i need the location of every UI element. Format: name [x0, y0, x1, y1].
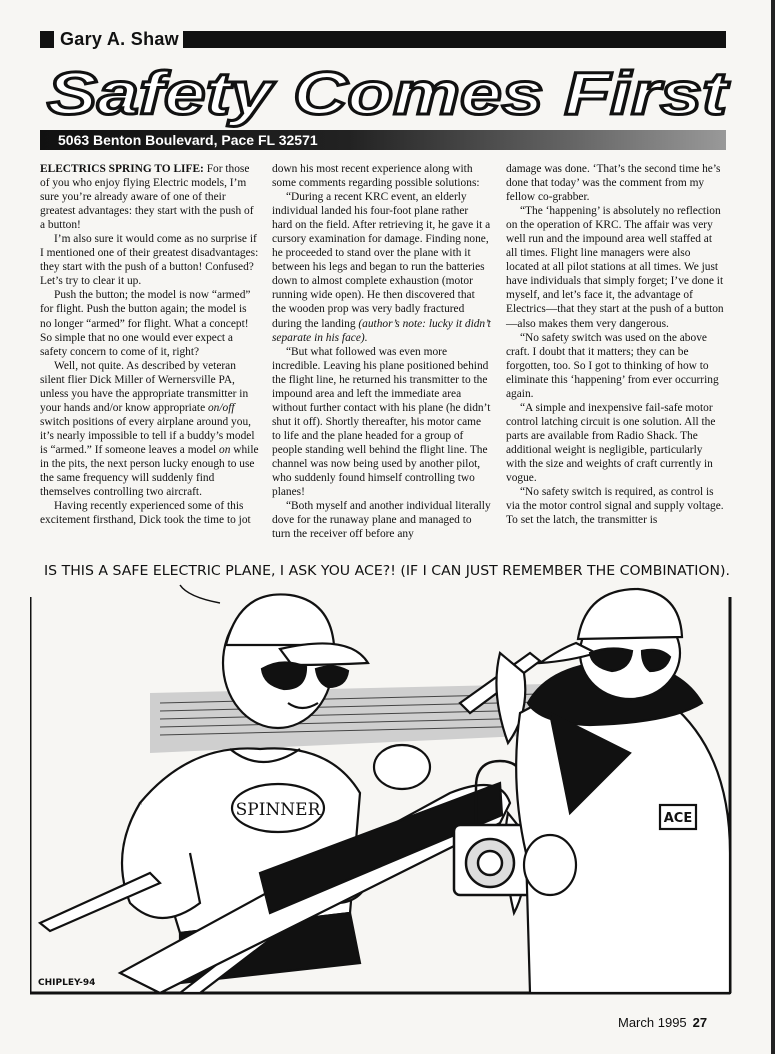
paragraph-text: while in the pits, the next person lucky enough to use the same frequency will suddenly find themselves controlling two aircraft. — [40, 443, 259, 499]
italic-text: (author’s note: lucky it didn’t separate in his face). — [272, 317, 491, 344]
byline-square — [40, 31, 54, 48]
lead-in: ELECTRICS SPRING TO LIFE: — [40, 163, 204, 175]
paragraph — [40, 359, 259, 499]
italic-text: on/off — [207, 401, 235, 414]
paragraph: Having recently experienced some of this excitement firsthand, Dick took the time to jot — [40, 500, 251, 527]
paragraph: “Both myself and another individual literally dove for the runaway plane and managed to turn the receiver off before any — [272, 500, 491, 541]
paragraph-text: For those of you who enjoy flying Electric models, I’m sure you’re already aware of one of their greatest advantages: they start with the push of a button! — [40, 163, 254, 232]
article-title-text: Safety Comes First — [47, 60, 731, 127]
paragraph: down his most recent experience along with some comments regarding possible solutions: — [272, 163, 480, 190]
page-number: 27 — [692, 1015, 708, 1030]
author-byline — [40, 30, 726, 49]
paragraph: “No safety switch is required, as control is via the motor control signal and supply voltage. To set the latch, the transmitter is — [506, 486, 724, 527]
right-character-ace — [516, 589, 730, 993]
paragraph — [272, 190, 491, 345]
column-3 — [506, 162, 725, 527]
paragraph: I’m also sure it would come as no surprise if I mentioned one of their greatest disadvantages: they start with the push of a button! Confused? Let’s try to clear it up. — [40, 233, 259, 288]
italic-text: on — [219, 443, 231, 456]
column-1 — [40, 162, 259, 527]
paragraph: Push the button; the model is now “armed” for flight. Push the button again; the model is no longer “armed” for flight. What a concept! So simple that no one would ever expect a safety concern to come of it, right? — [40, 289, 251, 358]
artist-signature: CHIPLEY-94 — [38, 978, 96, 988]
paragraph: “A simple and inexpensive fail-safe motor control latching circuit is one solution. All the parts are available from Radio Shack. The additional weight is negligible, particularly with the size and weights of craft currently in vogue. — [506, 401, 716, 485]
article-title — [0, 58, 775, 128]
paragraph: “No safety switch was used on the above craft. I doubt that it matters; they can be forgotten, too. So I got to thinking of how to eliminate this ‘happening’ from ever occurring again. — [506, 331, 719, 400]
column-2 — [272, 162, 491, 541]
paragraph-text: “During a recent KRC event, an elderly individual landed his four-foot plane rather hard on the field. After retrieving it, he gave it a cursory examination for damage. Finding none, he proceeded to stand over the plane with it between his legs and began to run the batteries down to almost complete exhaustion (motor running wide open). He then discovered that the wooden prop was very badly fractured during the landing — [272, 191, 491, 330]
paragraph-text: Well, not quite. As described by veteran silent flier Dick Miller of Wernersville PA, unless you have the appropriate transmitter in your hands and/or know appropriate — [40, 359, 249, 414]
paragraph: “But what followed was even more incredible. Leaving his plane positioned behind the flight line, he returned his transmitter to the impound area and left the immediate area without further contact with his plane (he didn’t shut it off). Shortly thereafter, his motor came to life and the plane headed for a group of people standing well behind the flight line. The channel was now being used by another pilot, who suddenly found himself controlling two planes! — [272, 345, 491, 499]
page-footer — [618, 1015, 707, 1030]
paragraph-text: switch positions of every airplane around you, it’s nearly impossible to tell if a buddy’s model is “armed.” If someone leaves a model — [40, 415, 255, 456]
paragraph — [40, 162, 259, 232]
cartoon-caption: IS THIS A SAFE ELECTRIC PLANE, I ASK YOU ACE?! (IF I CAN JUST REMEMBER THE COMBINATION). — [44, 564, 730, 579]
address-bar: 5063 Benton Boulevard, Pace FL 32571 — [40, 130, 726, 150]
shirt-logo-text: SPINNER — [235, 800, 321, 820]
cartoon-illustration — [30, 553, 742, 1005]
byline-bar — [183, 31, 726, 48]
issue-date: March 1995 — [618, 1015, 687, 1030]
author-name: Gary A. Shaw — [60, 29, 179, 49]
jacket-badge-text: ACE — [663, 811, 693, 826]
paragraph: damage was done. ‘That’s the second time he’s done that today’ was the comment from my fellow co-grabber. — [506, 163, 721, 204]
paragraph: “The ‘happening’ is absolutely no reflection on the operation of KRC. The affair was very well run and the impound area well staffed at all times. Flight line managers were also located at all pilot stations at all times. We just have individuals that simply forget; I’ve done it myself, and let’s face it, the advantage of Electrics—that they start at the push of a button—also makes them very dangerous. — [506, 205, 724, 330]
